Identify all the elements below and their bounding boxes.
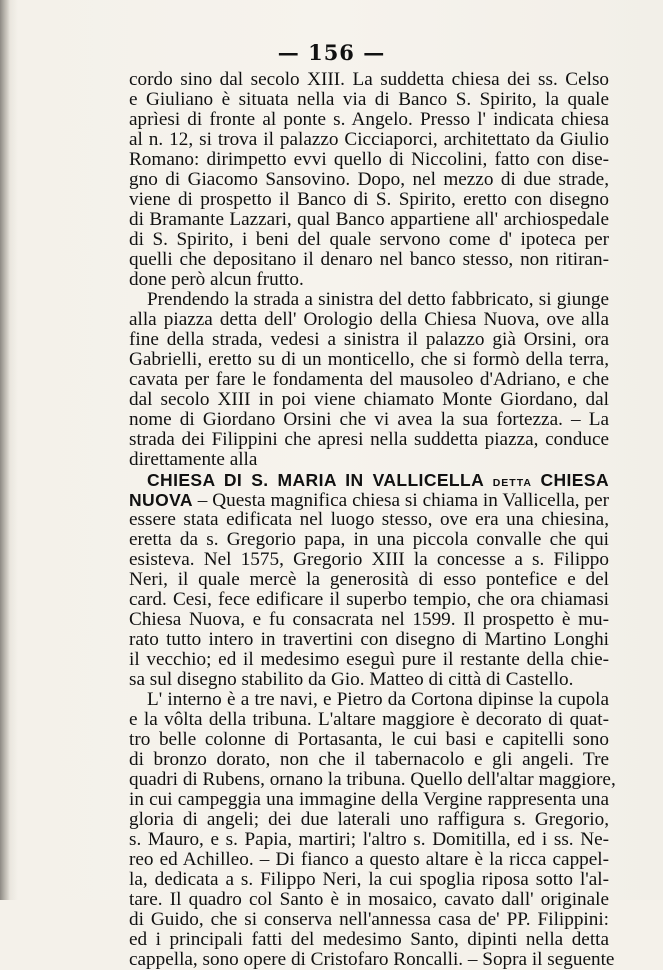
text-line: reo ed Achilleo. – Di fianco a questo altare è la ricca cappel- (129, 849, 609, 870)
text-line: Gabrielli, eretto su di un monticello, che si formò della terra, (129, 349, 609, 370)
section-heading-title: CHIESA DI S. MARIA IN VALLICELLA (147, 470, 485, 490)
paragraph-1 (129, 70, 609, 290)
section-heading-chiesa: CHIESA (540, 470, 609, 490)
text-line: fine della strada, vedesi a sinistra il palazzo già Orsini, ora (129, 329, 609, 350)
text-line: alla piazza detta dell' Orologio della Chiesa Nuova, ove alla (129, 309, 609, 330)
text-line: in cui campeggia una immagine della Vergine rappresenta una (129, 789, 609, 810)
page-body (129, 69, 616, 970)
text-line: tare. Il quadro col Santo è in mosaico, cavato dall' originale (129, 889, 609, 910)
paragraph-4 (129, 689, 616, 970)
text-line: gno di Giacomo Sansovino. Dopo, nel mezzo di due strade, (129, 169, 609, 190)
text-line: rato tutto intero in travertini con disegno di Martino Longhi (129, 629, 609, 650)
text-line: sa sul disegno stabilito da Gio. Matteo di città di Castello. (129, 669, 574, 690)
section-heading-detta: DETTA (492, 477, 532, 489)
text-line: di bronzo dorato, non che il tabernacolo e gli angeli. Tre (129, 749, 609, 770)
text-line: cappella, sono opere di Cristofaro Roncalli. – Sopra il seguente (129, 949, 615, 970)
text-line: esisteva. Nel 1575, Gregorio XIII la concesse a s. Filippo (129, 549, 609, 570)
text-line: ed i principali fatti del medesimo Santo, dipinti nella detta (129, 929, 609, 950)
text-line: la, dedicata a s. Filippo Neri, la cui spoglia riposa sotto l'al- (129, 869, 609, 890)
text-line: il vecchio; ed il medesimo eseguì pure il restante della chie- (129, 649, 609, 670)
text-line: cavata per fare le fondamenta del mausoleo d'Adriano, e che (129, 369, 609, 390)
text-line: e Giuliano è situata nella via di Banco S. Spirito, la quale (129, 89, 609, 110)
text-line: essere stata edificata nel luogo stesso, ove era una chiesina, (129, 509, 609, 530)
text-line: Prendendo la strada a sinistra del detto fabbricato, si giunge (147, 289, 609, 310)
text-line: di S. Spirito, i beni del quale servono come d' ipoteca per (129, 229, 609, 250)
text-line: L' interno è a tre navi, e Pietro da Cortona dipinse la cupola (147, 689, 609, 710)
section-heading-line (129, 470, 609, 490)
text-line: dal secolo XIII in poi viene chiamato Monte Giordano, dal (129, 389, 609, 410)
text-line: done però alcun frutto. (129, 269, 304, 290)
text-line: aprìesi di fronte al ponte s. Angelo. Presso l' indicata chiesa (129, 109, 609, 130)
text-line (129, 490, 609, 510)
text-line: strada dei Filippini che apresi nella suddetta piazza, conduce (129, 429, 609, 450)
text-line: s. Mauro, e s. Papia, martiri; l'altro s. Domitilla, ed i ss. Ne- (129, 829, 609, 850)
page-binding-edge (0, 0, 10, 900)
text-line: al n. 12, si trova il palazzo Cicciaporci, architettato da Giulio (129, 129, 609, 150)
text-line: nome di Giordano Orsini che vi avea la sua fortezza. – La (129, 409, 609, 430)
text-line: Romano: dirimpetto evvi quello di Niccolini, fatto con dise- (129, 149, 609, 170)
page-number: — 156 — (277, 40, 386, 65)
text-line: card. Cesi, fece edificare il superbo tempio, che ora chiamasi (129, 589, 609, 610)
text-line: direttamente alla (129, 449, 258, 470)
text-line: gloria di angeli; dei due laterali uno raffigura s. Gregorio, (129, 809, 609, 830)
paragraph-3 (129, 470, 609, 690)
text-line: Neri, il quale mercè la generosità di esso pontefice e del (129, 569, 609, 590)
section-heading-nuova: NUOVA (129, 490, 193, 510)
text-line: cordo sino dal secolo XIII. La suddetta chiesa dei ss. Celso (129, 69, 609, 90)
text-line: e la vôlta della tribuna. L'altare maggiore è decorato di quat- (129, 709, 609, 730)
text-line: tro belle colonne di Portasanta, le cui basi e capitelli sono (129, 729, 609, 750)
paragraph-2 (129, 290, 609, 470)
heading-line-rest: – Questa magnifica chiesa si chiama in Vallicella, per (192, 490, 609, 511)
text-line: di Guido, che si conserva nell'annessa casa de' PP. Filippini: (129, 909, 609, 930)
text-line: di Bramante Lazzari, qual Banco appartiene all' archiospedale (129, 209, 609, 230)
text-line: Chiesa Nuova, e fu consacrata nel 1599. Il prospetto è mu- (129, 609, 609, 630)
text-line: viene di prospetto il Banco di S. Spirito, eretto con disegno (129, 189, 609, 210)
text-line: eretta da s. Gregorio papa, in una piccola convalle che qui (129, 529, 609, 550)
text-line: quelli che depositano il denaro nel banco stesso, non ritiran- (129, 249, 609, 270)
text-line: quadri di Rubens, ornano la tribuna. Quello dell'altar maggiore, (129, 769, 616, 790)
